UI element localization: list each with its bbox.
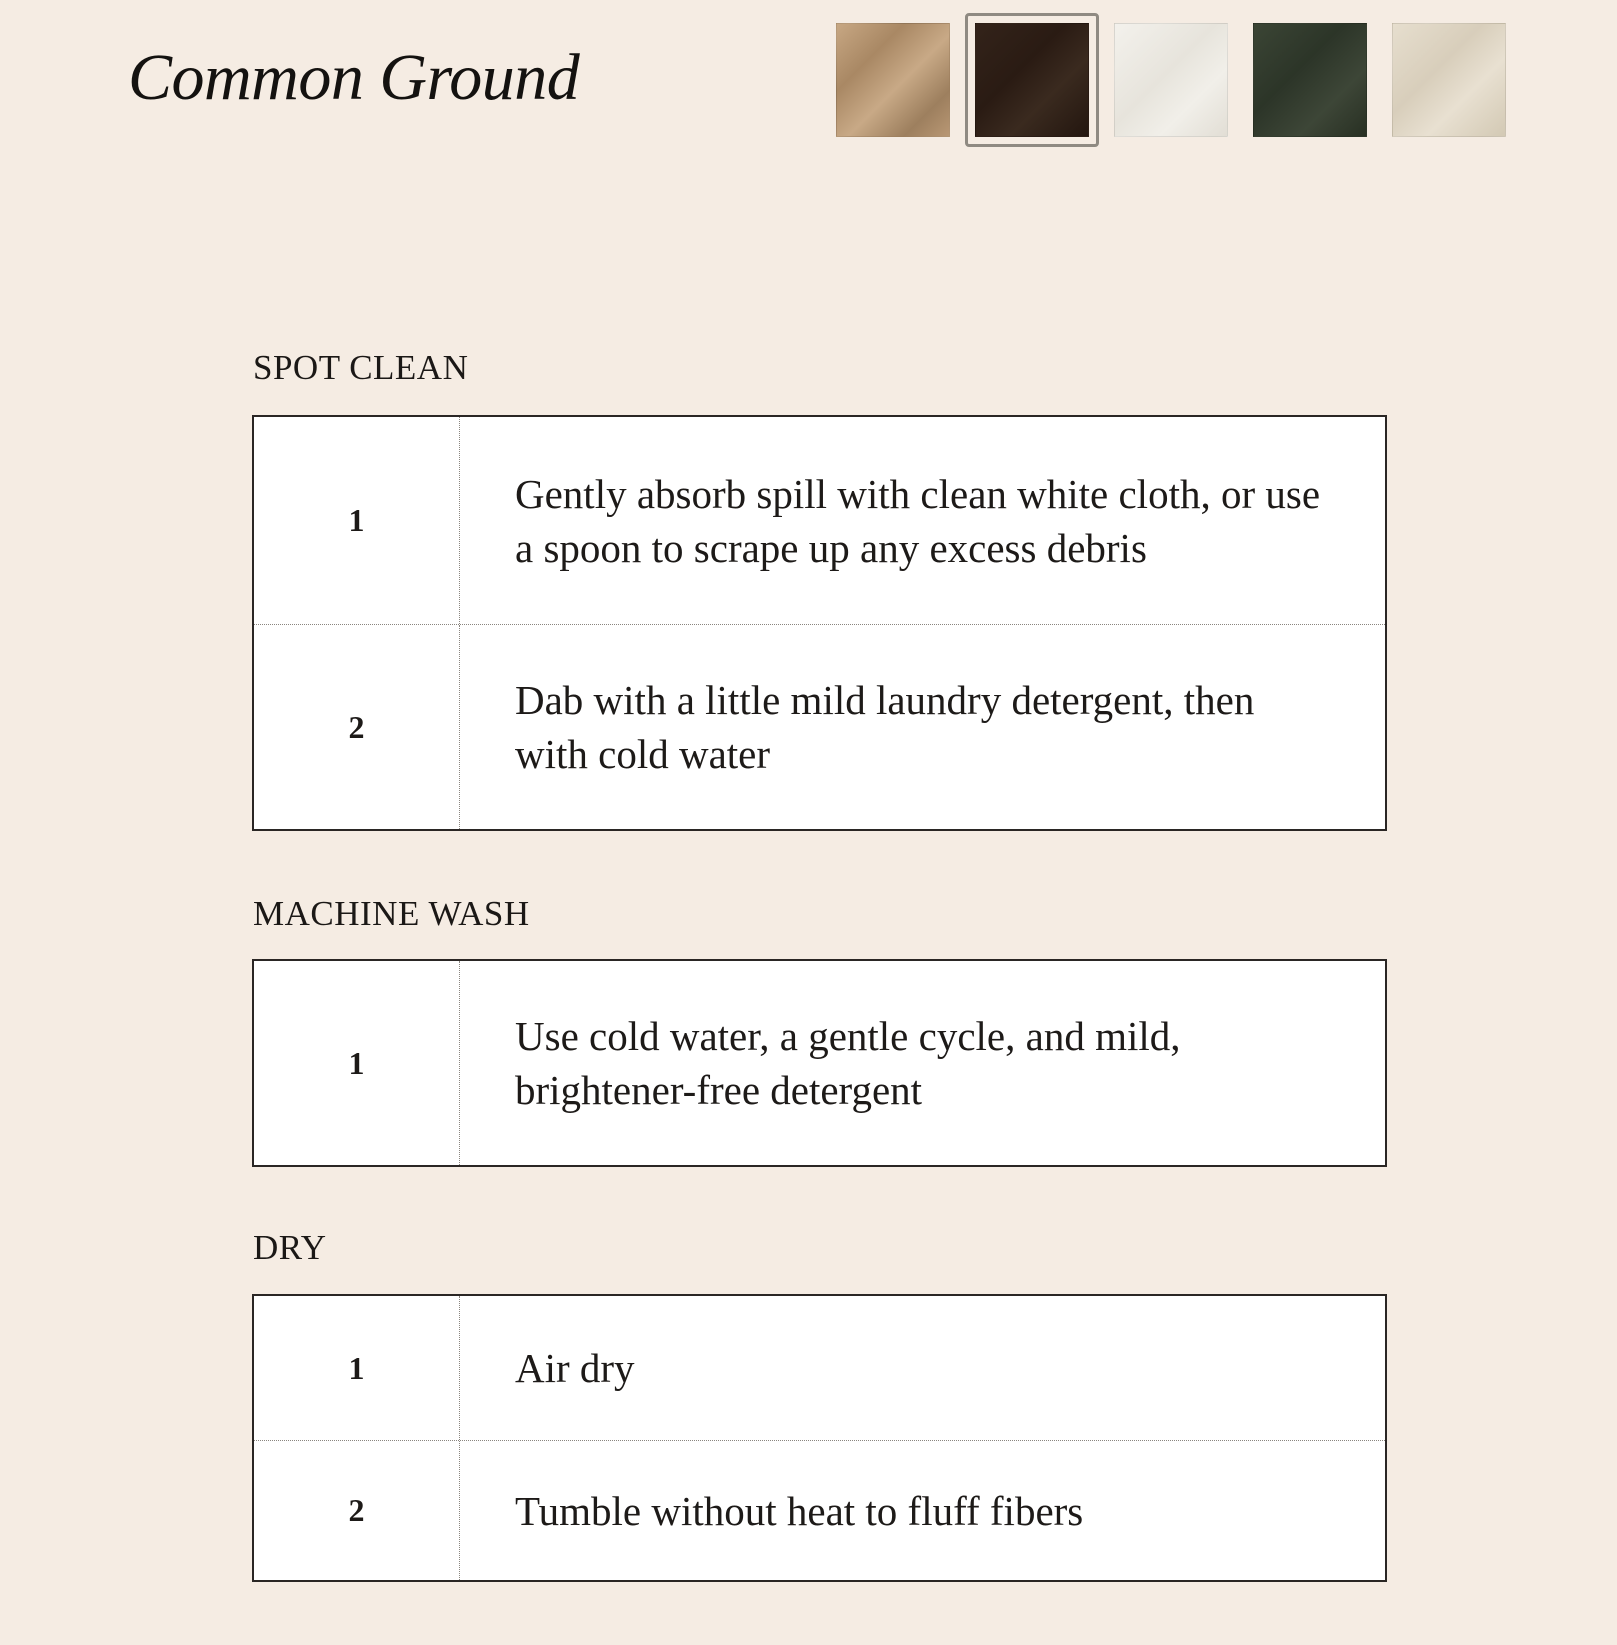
step-text: Dab with a little mild laundry detergent, then with cold water	[515, 677, 1255, 777]
table-row	[254, 961, 1385, 1165]
step-text: Tumble without heat to fluff fibers	[515, 1487, 1084, 1534]
step-number: 1	[254, 417, 460, 624]
step-number: 2	[254, 625, 460, 829]
care-table-spot-clean	[252, 415, 1387, 831]
section-title-machine-wash: MACHINE WASH	[253, 894, 530, 933]
step-number: 2	[254, 1441, 460, 1580]
step-text: Use cold water, a gentle cycle, and mild, brightener-free detergent	[515, 1013, 1181, 1113]
table-row	[254, 1440, 1385, 1580]
table-row	[254, 1296, 1385, 1440]
section-title-dry: DRY	[253, 1228, 327, 1267]
table-row	[254, 417, 1385, 624]
care-table-dry	[252, 1294, 1387, 1582]
brand-logo[interactable]: Common Ground	[128, 41, 580, 114]
step-text: Gently absorb spill with clean white cloth, or use a spoon to scrape up any excess debris	[515, 470, 1321, 571]
swatch-tan[interactable]	[836, 23, 950, 137]
swatch-ivory[interactable]	[1114, 23, 1228, 137]
care-table-machine-wash	[252, 959, 1387, 1167]
step-number: 1	[254, 1296, 460, 1440]
swatch-espresso-selected[interactable]	[975, 23, 1089, 137]
section-title-spot-clean: SPOT CLEAN	[253, 348, 469, 387]
swatch-oat[interactable]	[1392, 23, 1506, 137]
swatch-forest[interactable]	[1253, 23, 1367, 137]
table-row	[254, 624, 1385, 829]
step-number: 1	[254, 961, 460, 1165]
step-text: Air dry	[515, 1345, 635, 1391]
